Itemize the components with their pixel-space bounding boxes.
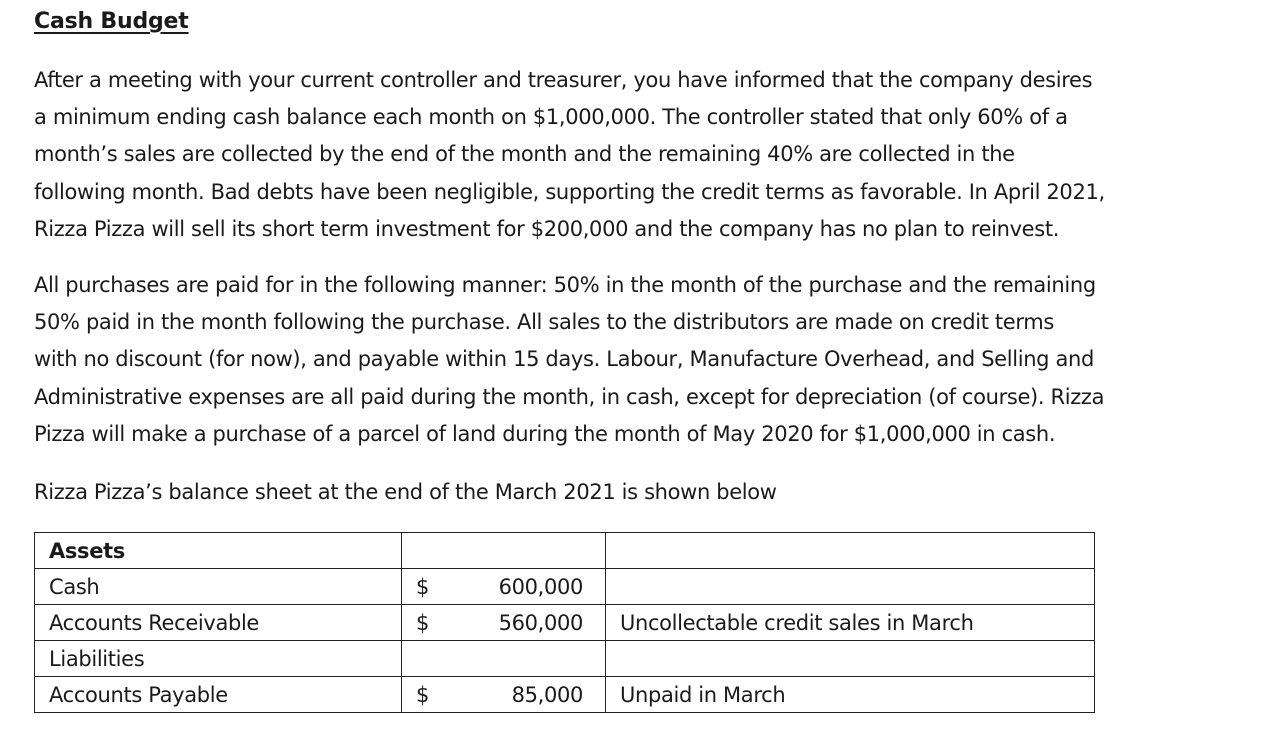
note-cell: [606, 641, 1095, 677]
table-row: [35, 569, 1095, 605]
text-line: Rizza Pizza will sell its short term investment for $200,000 and the company has no plan to reinvest.: [34, 216, 1060, 241]
note-cell: [606, 533, 1095, 569]
text-line: month’s sales are collected by the end of the month and the remaining 40% are collected in the: [34, 142, 1015, 167]
currency-symbol: $: [416, 610, 430, 635]
text-line: Rizza Pizza’s balance sheet at the end of the March 2021 is shown below: [34, 480, 777, 504]
page-title: Cash Budget: [34, 9, 189, 34]
table-row: [35, 677, 1095, 713]
row-label: Accounts Receivable: [35, 605, 402, 641]
table-row: [35, 641, 1095, 677]
amount-value: 85,000: [511, 682, 583, 707]
paragraph-balance-sheet-intro: [34, 474, 1244, 511]
amount-cell: [402, 533, 606, 569]
row-label: Assets: [35, 533, 402, 569]
note-cell: Uncollectable credit sales in March: [606, 605, 1095, 641]
balance-sheet-table: [34, 532, 1095, 713]
amount-cell: [402, 641, 606, 677]
text-line: following month. Bad debts have been negligible, supporting the credit terms as favorable. In April 2021,: [34, 179, 1105, 204]
amount-cell: [402, 605, 606, 641]
text-line: Administrative expenses are all paid during the month, in cash, except for depreciation (of course). Rizza: [34, 384, 1105, 409]
row-label: Liabilities: [35, 641, 402, 677]
paragraph-intro: [34, 62, 1244, 248]
table-row: [35, 605, 1095, 641]
text-line: a minimum ending cash balance each month on $1,000,000. The controller stated that only 60% of a: [34, 105, 1068, 130]
currency-symbol: $: [416, 682, 430, 707]
table-row: [35, 533, 1095, 569]
amount-value: 560,000: [498, 610, 583, 635]
text-line: Pizza will make a purchase of a parcel of land during the month of May 2020 for $1,000,000 in cash.: [34, 421, 1056, 446]
row-label: Accounts Payable: [35, 677, 402, 713]
amount-value: 600,000: [498, 574, 583, 599]
text-line: All purchases are paid for in the following manner: 50% in the month of the purchase and the remaining: [34, 273, 1096, 297]
text-line: with no discount (for now), and payable within 15 days. Labour, Manufacture Overhead, and Selling and: [34, 347, 1094, 372]
paragraph-purchases: [34, 267, 1244, 453]
currency-symbol: $: [416, 574, 430, 599]
text-line: 50% paid in the month following the purchase. All sales to the distributors are made on credit terms: [34, 310, 1054, 335]
note-cell: [606, 569, 1095, 605]
row-label: Cash: [35, 569, 402, 605]
note-cell: Unpaid in March: [606, 677, 1095, 713]
amount-cell: [402, 569, 606, 605]
amount-cell: [402, 677, 606, 713]
text-line: After a meeting with your current controller and treasurer, you have informed that the company desires: [34, 68, 1093, 92]
